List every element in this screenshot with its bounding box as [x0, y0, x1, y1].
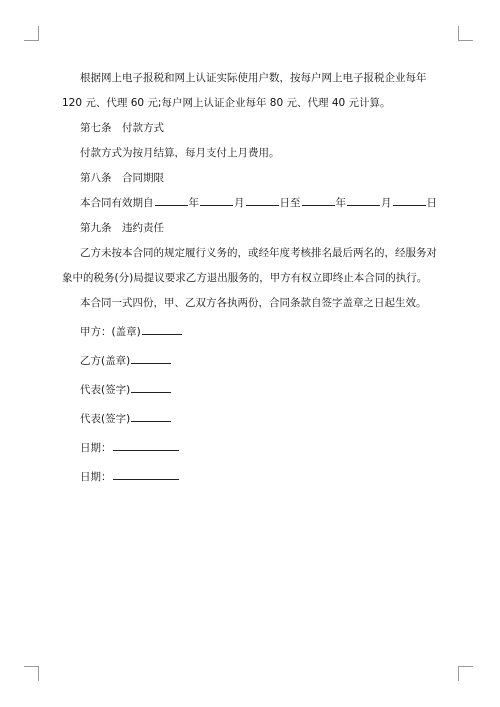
date-2-line [62, 465, 438, 490]
start-month-blank [200, 194, 233, 206]
date-1-blank [113, 439, 179, 451]
end-month-blank [347, 194, 380, 206]
party-a-label: 甲方：(盖章) [80, 326, 141, 338]
rep-1-line [62, 378, 438, 403]
term-day-2: 日 [426, 197, 437, 209]
rep-1-blank [131, 381, 171, 393]
article-9-body: 乙方未按本合同的规定履行义务的，或经年度考核排名最后两名的，经服务对象中的税务(分)局提议要求乙方退出服务的，甲方有权立即终止本合同的执行。 [62, 247, 437, 284]
copies-paragraph: 本合同一式四份，甲、乙双方各执两份，合同条款自签字盖章之日起生效。 [80, 297, 427, 309]
article-9-title: 第九条 违约责任 [80, 222, 164, 234]
article-8-title: 第八条 合同期限 [80, 172, 164, 184]
party-b-label: 乙方(盖章) [80, 355, 131, 367]
end-day-blank [393, 194, 426, 206]
rep-2-label: 代表(签字) [80, 413, 131, 425]
rep-1-label: 代表(签字) [80, 384, 131, 396]
term-year-1: 年 [188, 197, 199, 209]
term-year-2: 年 [335, 197, 346, 209]
date-2-label: 日期： [80, 471, 112, 483]
start-day-blank [246, 194, 279, 206]
corner-mark-top-right [458, 26, 473, 41]
party-b-blank [131, 352, 171, 364]
article-7-body: 付款方式为按月结算，每月支付上月费用。 [80, 147, 280, 159]
date-2-blank [113, 468, 179, 480]
corner-mark-bottom-left [24, 666, 39, 681]
party-a-blank [142, 323, 182, 335]
start-year-blank [155, 194, 188, 206]
rep-2-blank [131, 410, 171, 422]
date-1-label: 日期： [80, 442, 112, 454]
corner-mark-bottom-right [458, 666, 473, 681]
term-prefix: 本合同有效期自 [80, 197, 154, 209]
end-year-blank [302, 194, 335, 206]
term-month-1: 月 [234, 197, 245, 209]
party-a-line [62, 320, 438, 345]
contract-term [62, 191, 438, 216]
article-7-title: 第七条 付款方式 [80, 122, 164, 134]
party-b-line [62, 349, 438, 374]
document-body [62, 66, 438, 490]
date-1-line [62, 436, 438, 461]
corner-mark-top-left [24, 26, 39, 41]
rep-2-line [62, 407, 438, 432]
fee-paragraph: 根据网上电子报税和网上认证实际使用户数，按每户网上电子报税企业每年 120 元、代理 60 元;每户网上认证企业每年 80 元、代理 40 元计算。 [62, 72, 427, 109]
term-day-to: 日至 [279, 197, 301, 209]
term-month-2: 月 [381, 197, 392, 209]
